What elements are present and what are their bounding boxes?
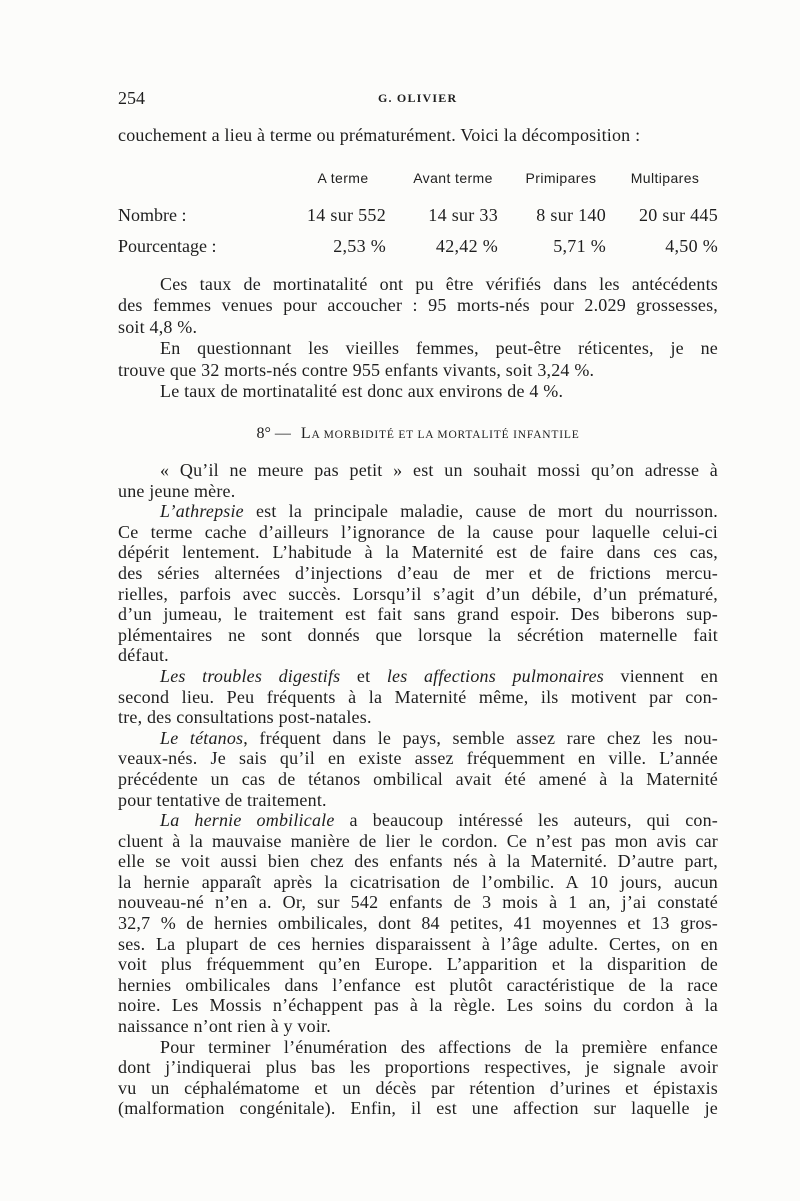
text-line: Le taux de mortinatalité est donc aux environs de 4 %. xyxy=(160,380,564,401)
table-cell: 5,71 % xyxy=(553,236,606,256)
table-row xyxy=(118,203,718,227)
morbidite-section xyxy=(118,460,718,1119)
italic-term: les affections pulmonaires xyxy=(386,665,604,686)
section-number: 8° — xyxy=(256,425,291,442)
italic-term: Le tétanos xyxy=(160,727,244,748)
text-line: nouveau-né n’en a. Or, sur 542 enfants de 3 mois à 1 an, j’ai constaté xyxy=(118,892,718,913)
text-line: d’un jumeau, le traitement est fait sans grand espoir. Des biberons sup- xyxy=(118,604,718,625)
text-line: dont j’indiquerai plus bas les proportions respectives, je signale avoir xyxy=(118,1057,718,1078)
text-line xyxy=(118,810,718,831)
text-line: hernies ombilicales dans l’enfance est plutôt caractéristique de la race xyxy=(118,974,718,995)
text-line: elle se voit aussi bien chez des enfants nés à la Maternité. D’autre part, xyxy=(118,851,718,872)
table-cell: 42,42 % xyxy=(435,236,498,256)
text-line: rielles, parfois avec succès. Lorsqu’il s’agit d’un débile, d’un prématuré, xyxy=(118,583,718,604)
text-line: dépérit lentement. L’habitude à la Maternité est de faire dans ces cas, xyxy=(118,542,718,563)
text-line: défaut. xyxy=(118,645,169,666)
section-heading xyxy=(118,423,718,445)
table-header: A terme xyxy=(317,170,369,186)
table-cell: 14 sur 552 xyxy=(307,205,386,225)
text-line: pour tentative de traitement. xyxy=(118,789,327,810)
text-segment: , fréquent dans le pays, semble assez rare chez les nou- xyxy=(243,727,718,748)
table-cell: 8 sur 140 xyxy=(536,205,606,225)
text-line: précédente un cas de tétanos ombilical avait été amené à la Maternité xyxy=(118,768,718,789)
text-line: une jeune mère. xyxy=(118,480,236,501)
text-line: Ces taux de mortinatalité ont pu être vérifiés dans les antécédents xyxy=(160,274,718,294)
row-label: Pourcentage : xyxy=(118,236,217,256)
text-line: des femmes venues pour accoucher : 95 morts-nés pour 2.029 grossesses, xyxy=(118,295,718,316)
text-line: noire. Les Mossis n’échappent pas à la règle. Les soins du cordon à la xyxy=(118,995,718,1016)
text-line: la hernie apparaît après la cicatrisation de l’ombilic. A 10 jours, aucun xyxy=(118,871,718,892)
text-line: couchement a lieu à terme ou prématurément. Voici la décomposition : xyxy=(118,125,641,145)
text-line: des séries alternées d’injections d’eau de mer et de frictions mercu- xyxy=(118,562,718,583)
table-cell: 2,53 % xyxy=(333,236,386,256)
text-line xyxy=(118,501,718,522)
text-line: « Qu’il ne meure pas petit » est un souhait mossi qu’on adresse à xyxy=(160,460,718,480)
text-line: plémentaires ne sont donnés que lorsque la sécrétion maternelle fait xyxy=(118,624,718,645)
table-header-row xyxy=(118,166,718,190)
table-row xyxy=(118,234,718,258)
page-number: 254 xyxy=(118,88,145,108)
italic-term: L’athrepsie xyxy=(160,501,244,522)
text-line xyxy=(118,666,718,687)
text-line: second lieu. Peu fréquents à la Maternité même, ils motivent par con- xyxy=(118,686,718,707)
table-cell: 14 sur 33 xyxy=(428,205,498,225)
table-cell: 20 sur 445 xyxy=(639,205,718,225)
text-line xyxy=(118,728,718,749)
italic-term: Les troubles digestifs xyxy=(160,665,341,686)
text-line: cluent à la mauvaise manière de lier le cordon. Ce n’est pas mon avis car xyxy=(118,830,718,851)
table-header-empty xyxy=(118,166,290,190)
text-line: Pour terminer l’énumération des affections de la première enfance xyxy=(160,1036,718,1057)
text-line: voit plus fréquemment qu’en Europe. L’apparition et la disparition de xyxy=(118,954,718,975)
text-segment: a beaucoup intéressé les auteurs, qui con- xyxy=(349,810,718,831)
text-line: vu un céphalématome et un décès par rétention d’urines et épistaxis xyxy=(118,1077,718,1098)
italic-term: La hernie ombilicale xyxy=(160,810,335,831)
text-line: (malformation congénitale). Enfin, il est une affection sur laquelle je xyxy=(118,1098,718,1119)
row-label: Nombre : xyxy=(118,205,187,225)
table-cell: 4,50 % xyxy=(665,236,718,256)
table-header: Multipares xyxy=(630,170,700,186)
text-line: ses. La plupart de ces hernies disparaissent à l’âge adulte. Certes, on en xyxy=(118,933,718,954)
mortinatalite-section xyxy=(118,274,718,402)
text-segment: et xyxy=(356,665,371,686)
running-head: G. OLIVIER xyxy=(378,91,458,105)
text-line: Ce terme cache d’ailleurs l’ignorance de la cause pour laquelle celui-ci xyxy=(118,521,718,542)
text-segment: est la principale maladie, cause de mort du nourrisson. xyxy=(255,501,718,522)
text-line: En questionnant les vieilles femmes, peut-être réticentes, je ne xyxy=(160,338,718,359)
text-segment: viennent en xyxy=(620,665,719,686)
section-title: LA MORBIDITÉ ET LA MORTALITÉ INFANTILE xyxy=(300,425,580,442)
text-line: naissance n’ont rien à y voir. xyxy=(118,1016,331,1037)
table-header: Avant terme xyxy=(413,170,493,186)
text-line: 32,7 % de hernies ombilicales, dont 84 petites, 41 moyennes et 13 gros- xyxy=(118,913,718,934)
text-line: trouve que 32 morts-nés contre 955 enfants vivants, soit 3,24 %. xyxy=(118,359,595,380)
text-line: tre, des consultations post-natales. xyxy=(118,707,372,728)
intro-paragraph xyxy=(118,125,718,146)
table-header: Primipares xyxy=(525,170,597,186)
text-line: veaux-nés. Je sais qu’il en existe assez fréquemment en ville. L’année xyxy=(118,748,718,769)
text-line: soit 4,8 %. xyxy=(118,316,198,337)
